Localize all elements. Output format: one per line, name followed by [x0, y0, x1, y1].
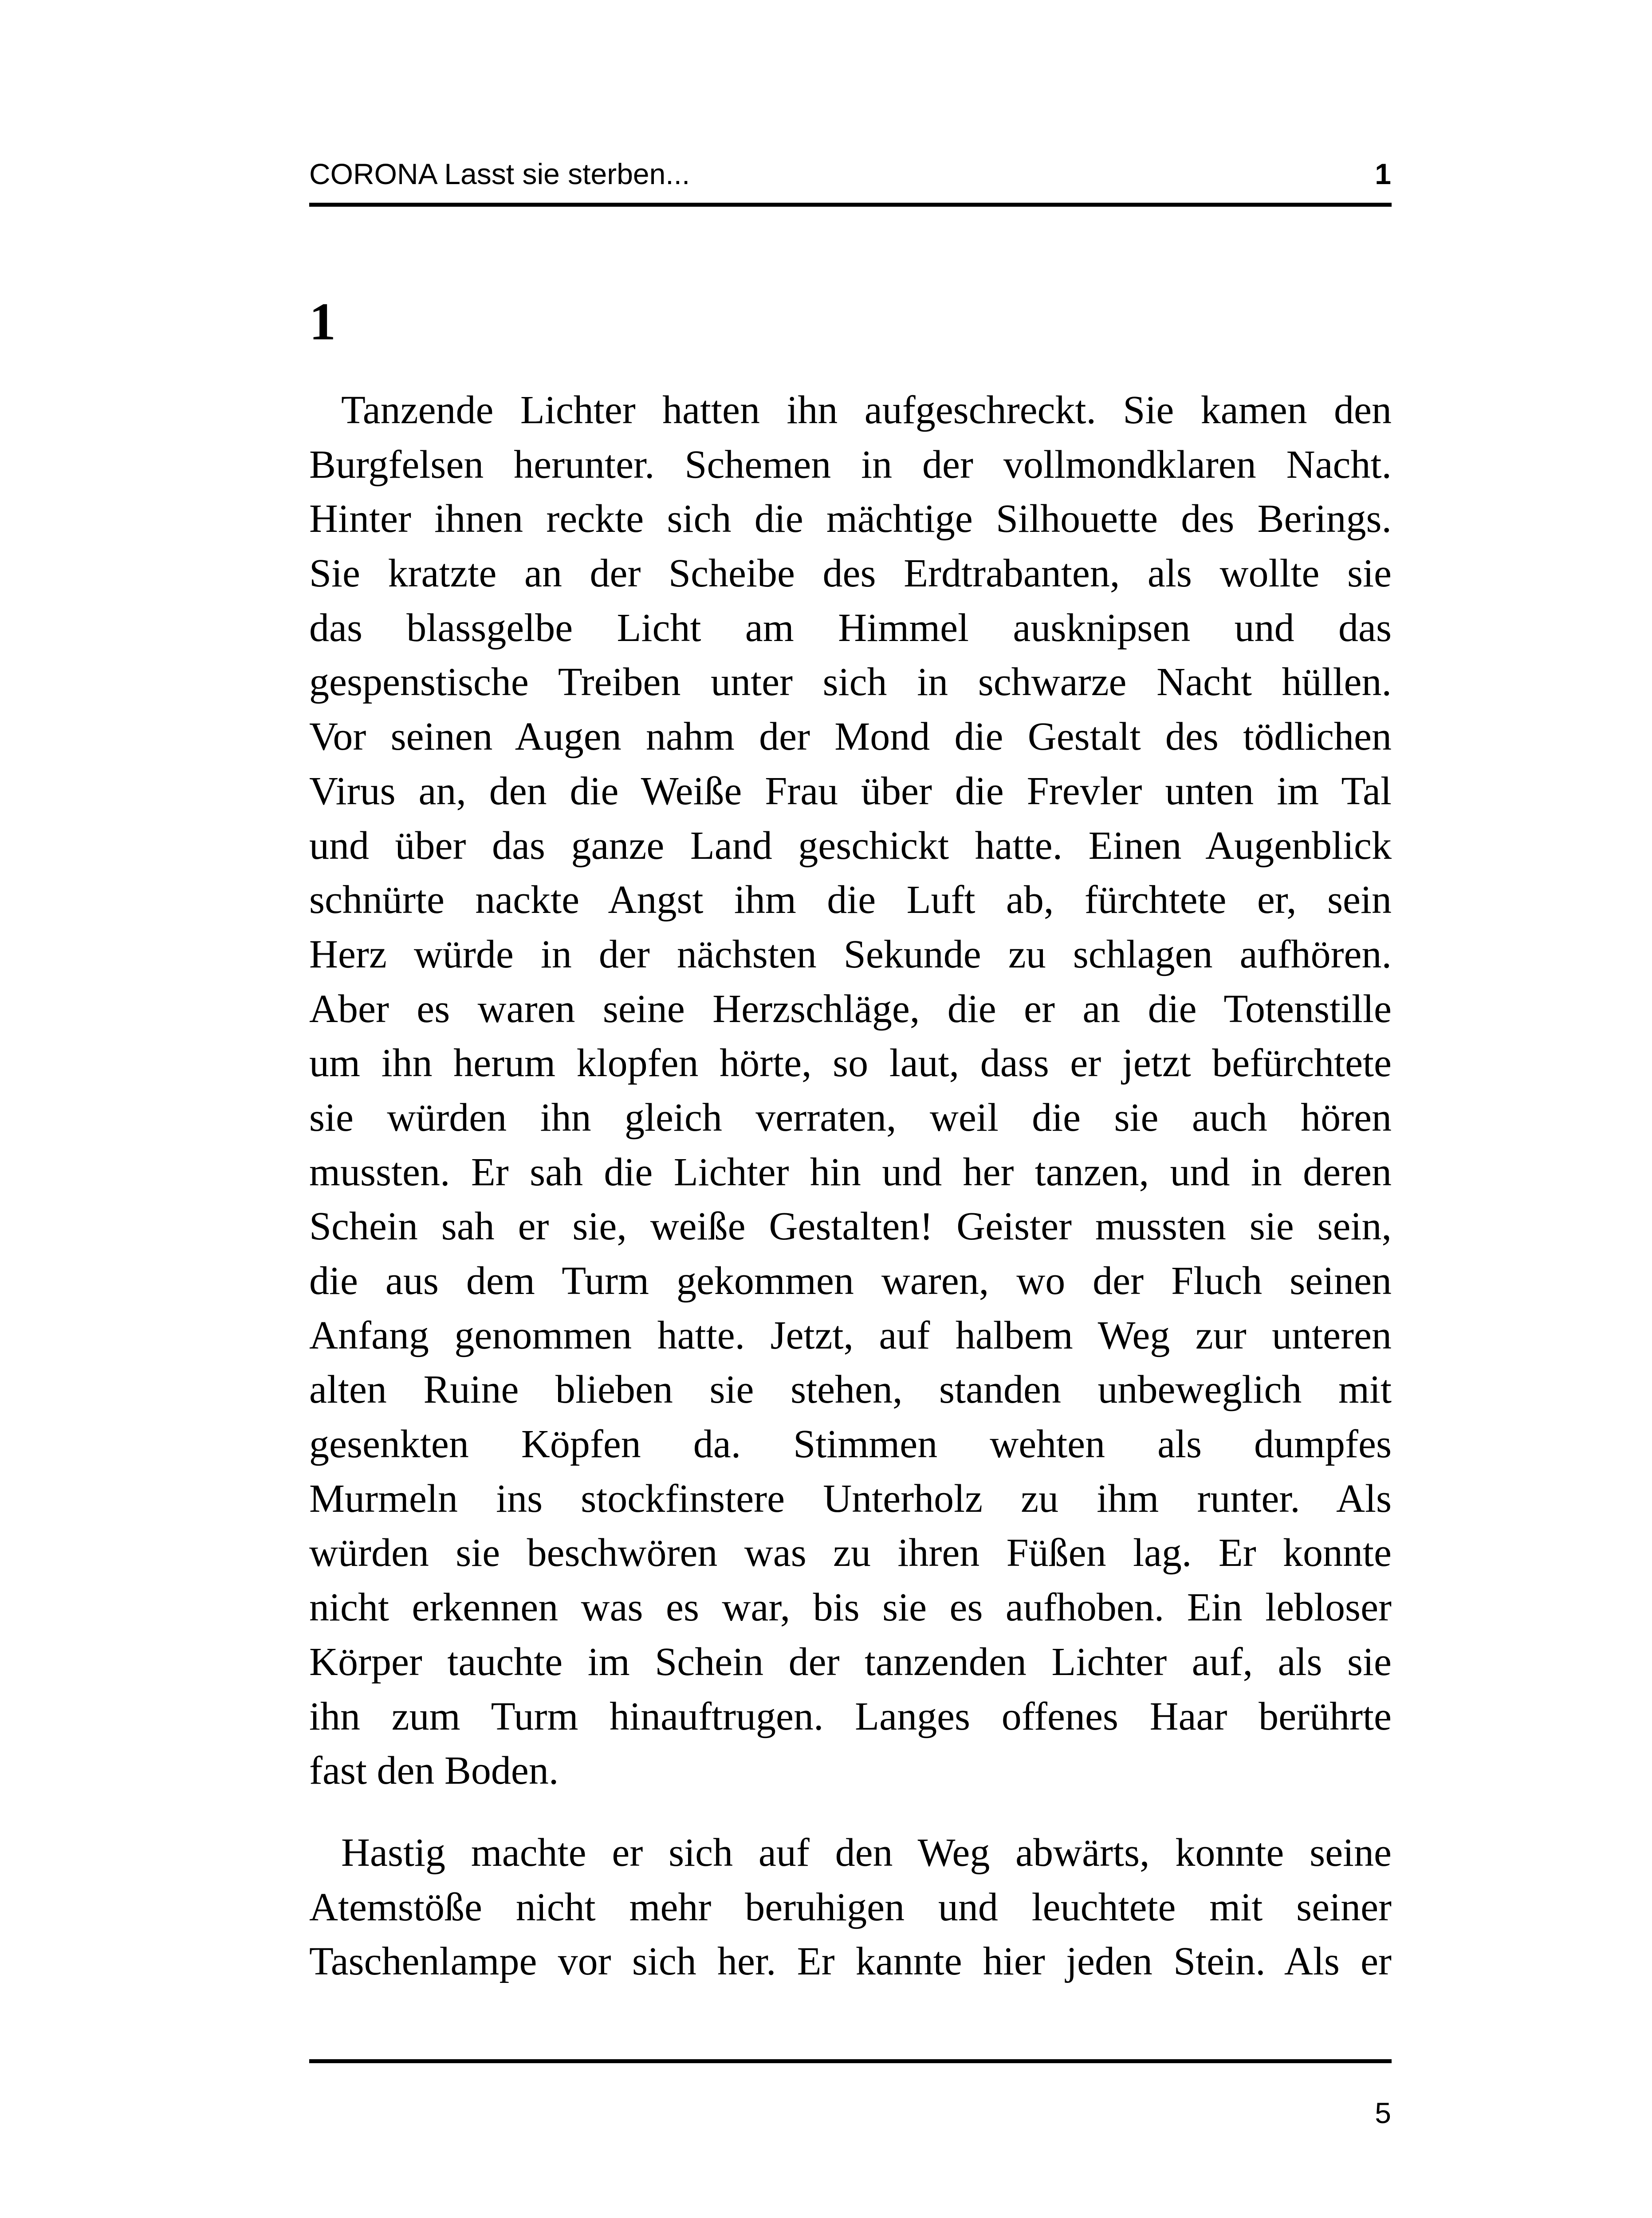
header-rule: [309, 203, 1392, 207]
text-line: die aus dem Turm gekommen waren, wo der Fluch seinen: [309, 1259, 1392, 1303]
page-number: 5: [1375, 2096, 1391, 2129]
text-line: Tanzende Lichter hatten ihn aufgeschreckt. Sie kamen den: [341, 388, 1392, 432]
text-line: Schein sah er sie, weiße Gestalten! Geister mussten sie sein,: [309, 1204, 1392, 1249]
text-line: alten Ruine blieben sie stehen, standen unbeweglich mit: [309, 1368, 1392, 1412]
text-line: Sie kratzte an der Scheibe des Erdtrabanten, als wollte sie: [309, 551, 1392, 596]
running-header-title: CORONA Lasst sie sterben...: [309, 157, 690, 190]
text-line: Hinter ihnen reckte sich die mächtige Silhouette des Berings.: [309, 497, 1392, 541]
chapter-heading: 1: [309, 292, 336, 351]
text-line: Körper tauchte im Schein der tanzenden Lichter auf, als sie: [309, 1640, 1392, 1684]
text-line: Murmeln ins stockfinstere Unterholz zu ihm runter. Als: [309, 1476, 1392, 1521]
text-line: das blassgelbe Licht am Himmel ausknipsen und das: [309, 606, 1392, 650]
text-line: mussten. Er sah die Lichter hin und her tanzen, und in deren: [309, 1150, 1392, 1194]
text-line: Taschenlampe vor sich her. Er kannte hier jeden Stein. Als er: [309, 1939, 1392, 1984]
text-line: Hastig machte er sich auf den Weg abwärts, konnte seine: [341, 1830, 1392, 1875]
text-line: ihn zum Turm hinauftrugen. Langes offenes Haar berührte: [309, 1694, 1392, 1738]
running-header-chapter-number: 1: [1375, 157, 1391, 190]
text-line: würden sie beschwören was zu ihren Füßen lag. Er konnte: [309, 1531, 1392, 1575]
text-line: Virus an, den die Weiße Frau über die Frevler unten im Tal: [309, 769, 1392, 813]
paragraph: [309, 1826, 1392, 1989]
footer-rule: [309, 2059, 1392, 2063]
text-line: fast den Boden.: [309, 1749, 559, 1793]
text-line: und über das ganze Land geschickt hatte. Einen Augenblick: [309, 823, 1392, 868]
text-line: nicht erkennen was es war, bis sie es aufhoben. Ein lebloser: [309, 1585, 1392, 1630]
text-line: Herz würde in der nächsten Sekunde zu schlagen aufhören.: [309, 932, 1392, 976]
text-line: gespenstische Treiben unter sich in schwarze Nacht hüllen.: [309, 660, 1392, 704]
text-line: um ihn herum klopfen hörte, so laut, dass er jetzt befürchtete: [309, 1041, 1392, 1085]
text-line: Atemstöße nicht mehr beruhigen und leuchtete mit seiner: [309, 1885, 1392, 1929]
body-text: [309, 383, 1392, 1989]
text-line: Vor seinen Augen nahm der Mond die Gestalt des tödlichen: [309, 715, 1392, 759]
text-line: Anfang genommen hatte. Jetzt, auf halbem Weg zur unteren: [309, 1313, 1392, 1357]
text-line: Aber es waren seine Herzschläge, die er an die Totenstille: [309, 987, 1392, 1031]
text-line: schnürte nackte Angst ihm die Luft ab, fürchtete er, sein: [309, 878, 1392, 922]
text-line: Burgfelsen herunter. Schemen in der vollmondklaren Nacht.: [309, 442, 1392, 487]
paragraph: [309, 383, 1392, 1798]
text-line: gesenkten Köpfen da. Stimmen wehten als dumpfes: [309, 1422, 1392, 1467]
text-line: sie würden ihn gleich verraten, weil die sie auch hören: [309, 1095, 1392, 1140]
